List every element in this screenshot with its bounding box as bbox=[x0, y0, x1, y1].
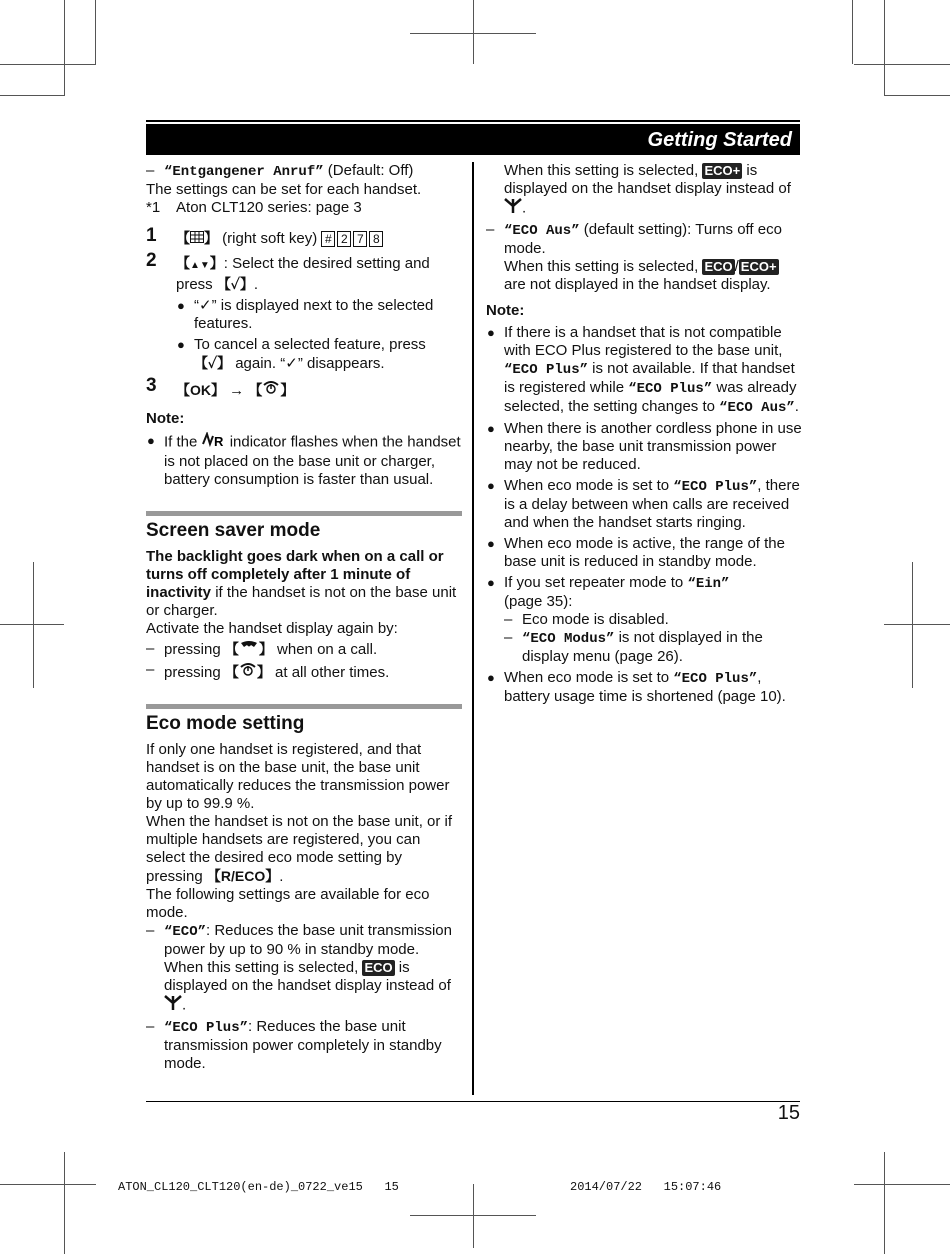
check-icon: ✓ bbox=[285, 355, 298, 372]
screen-saver-text: The backlight goes dark when on a call or turns off completely after 1 minute of inactivity if the handset is not on the base unit or charger. bbox=[146, 548, 457, 619]
eco-plus-badge: ECO+ bbox=[704, 163, 741, 179]
antenna-icon bbox=[164, 995, 182, 1016]
step2-bullet-2: ● To cancel a selected feature, press 【✓】 again. “✓” disappears. bbox=[177, 336, 426, 372]
crop-mark bbox=[0, 1184, 96, 1185]
column-divider bbox=[472, 162, 474, 1095]
section-divider bbox=[146, 511, 462, 516]
navigator-key-icon: 【▲▼】 bbox=[176, 255, 224, 271]
intro-line: The settings can be set for each handset. bbox=[146, 181, 422, 198]
print-timestamp: 2014/07/22 15:07:46 bbox=[570, 1180, 722, 1194]
header-rule bbox=[146, 120, 800, 122]
header-band bbox=[146, 124, 800, 155]
note-bullet-5: ● If you set repeater mode to “Ein” (page 35): – Eco mode is disabled. – “ECO Modus” is not displayed in the display menu (page 26). bbox=[486, 574, 802, 666]
note-bullet-1: ● If there is a handset that is not compatible with ECO Plus registered to the base unit, “ECO Plus” is not available. If that handset is registered while “ECO Plus” was already selected, the setting changes to “ECO Aus”. bbox=[487, 324, 799, 416]
key-7: 7 bbox=[353, 231, 367, 247]
eco-plus-badge: ECO+ bbox=[740, 259, 777, 275]
crop-mark bbox=[410, 1215, 536, 1216]
section-title-screen-saver: Screen saver mode bbox=[146, 520, 321, 541]
note-bullet-4: ● When eco mode is active, the range of the base unit is reduced in standby mode. bbox=[487, 535, 785, 570]
off-key-icon: 【 】 bbox=[248, 382, 295, 398]
step-2: 2 【▲▼】: Select the desired setting and press 【✓】. ● “✓” is displayed next to the selected features. ● To cancel a selected feature, press 【✓】 again. “✓” disappears. bbox=[146, 254, 462, 373]
crop-mark bbox=[64, 0, 65, 96]
crop-mark bbox=[473, 0, 474, 64]
repeater-sub-1: – Eco mode is disabled. bbox=[504, 611, 669, 628]
crop-mark bbox=[33, 562, 34, 688]
crop-mark bbox=[884, 0, 885, 96]
eco-p3: The following settings are available for eco mode. bbox=[146, 886, 430, 921]
screen-saver-dash-2: – pressing 【 】 at all other times. bbox=[146, 661, 390, 681]
crop-mark bbox=[854, 64, 950, 65]
note-heading: Note: bbox=[486, 302, 525, 319]
crop-mark bbox=[0, 95, 64, 96]
talk-key-icon: 【 】 bbox=[224, 641, 273, 657]
page-number: 15 bbox=[777, 1102, 800, 1124]
crop-mark bbox=[64, 1152, 65, 1254]
crop-mark bbox=[852, 0, 853, 64]
key-hash: # bbox=[321, 231, 335, 247]
eco-badge: ECO bbox=[364, 960, 393, 976]
note-bullet-3: ● When eco mode is set to “ECO Plus”, there is a delay between when calls are received and when the handset starts ringing. bbox=[487, 477, 800, 531]
section-title-eco: Eco mode setting bbox=[146, 713, 305, 734]
footnote: *1 Aton CLT120 series: page 3 bbox=[146, 199, 362, 216]
no-range-icon bbox=[202, 432, 226, 453]
eco-option-aus: – “ECO Aus” (default setting): Turns off eco mode. When this setting is selected, ECO / ECO+ are not displayed in the handset display. bbox=[486, 221, 782, 293]
footer-rule bbox=[146, 1101, 800, 1102]
svg-text:R: R bbox=[213, 434, 223, 448]
intro-dash: – “Entgangener Anruf” (Default: Off) bbox=[146, 162, 414, 180]
eco-p2: When the handset is not on the base unit, or if multiple handsets are registered, you can select the desired eco mode setting by pressing 【R/ECO】. bbox=[146, 813, 453, 885]
step-1: 1 【 】 (right soft key) # 2 7 8 bbox=[146, 229, 462, 248]
crop-mark bbox=[884, 1152, 885, 1254]
key-2: 2 bbox=[337, 231, 351, 247]
step-3: 3 【OK】 → 【 】 bbox=[146, 375, 295, 399]
crop-mark bbox=[95, 0, 96, 64]
eco-badge: ECO bbox=[704, 259, 733, 275]
off-key-icon: 【 】 bbox=[224, 664, 271, 680]
note-heading: Note: bbox=[146, 410, 185, 427]
eco-option-plus: – “ECO Plus”: Reduces the base unit transmission power completely in standby mode. bbox=[146, 1018, 442, 1072]
crop-mark bbox=[854, 1184, 950, 1185]
note-bullet: ● If the R indicator flashes when the handset is not placed on the base unit or charger, battery consumption is faster than usual. bbox=[147, 433, 461, 488]
check-key-icon: 【✓】 bbox=[216, 276, 254, 292]
eco-option-eco: – “ECO”: Reduces the base unit transmission power by up to 90 % in standby mode. When this setting is selected, ECO is displayed on the handset display instead of . bbox=[146, 922, 462, 1016]
crop-mark bbox=[912, 562, 913, 688]
left-column bbox=[146, 162, 462, 1073]
antenna-icon bbox=[504, 198, 522, 219]
menu-key-icon: 【 】 bbox=[176, 230, 218, 246]
section-divider bbox=[146, 704, 462, 709]
crop-mark bbox=[884, 624, 950, 625]
step2-bullet-1: ● “✓” is displayed next to the selected features. bbox=[177, 297, 434, 332]
right-column bbox=[486, 162, 802, 706]
repeater-sub-2: – “ECO Modus” is not displayed in the display menu (page 26). bbox=[504, 629, 763, 665]
activate-text: Activate the handset display again by: bbox=[146, 620, 398, 637]
eco-plus-selected: When this setting is selected, ECO+ is displayed on the handset display instead of . bbox=[486, 162, 802, 219]
screen-saver-dash-1: – pressing 【 】 when on a call. bbox=[146, 640, 378, 658]
page-section-title: Getting Started bbox=[647, 129, 792, 151]
crop-mark bbox=[410, 33, 536, 34]
check-icon: ✓ bbox=[199, 297, 212, 314]
note-bullet-2: ● When there is another cordless phone in use nearby, the base unit transmission power may not be reduced. bbox=[487, 420, 802, 473]
crop-mark bbox=[0, 64, 96, 65]
note-bullet-6: ● When eco mode is set to “ECO Plus”, battery usage time is shortened (page 10). bbox=[487, 669, 786, 705]
print-job-info: ATON_CL120_CLT120(en-de)_0722_ve15 15 bbox=[118, 1180, 399, 1194]
eco-p1: If only one handset is registered, and that handset is on the base unit, the base unit automatically reduces the transmission power by up to 99.9 %. bbox=[146, 741, 450, 812]
crop-mark bbox=[0, 624, 64, 625]
crop-mark bbox=[884, 95, 950, 96]
key-8: 8 bbox=[369, 231, 383, 247]
crop-mark bbox=[473, 1184, 474, 1248]
check-key-icon: 【✓】 bbox=[194, 355, 232, 371]
